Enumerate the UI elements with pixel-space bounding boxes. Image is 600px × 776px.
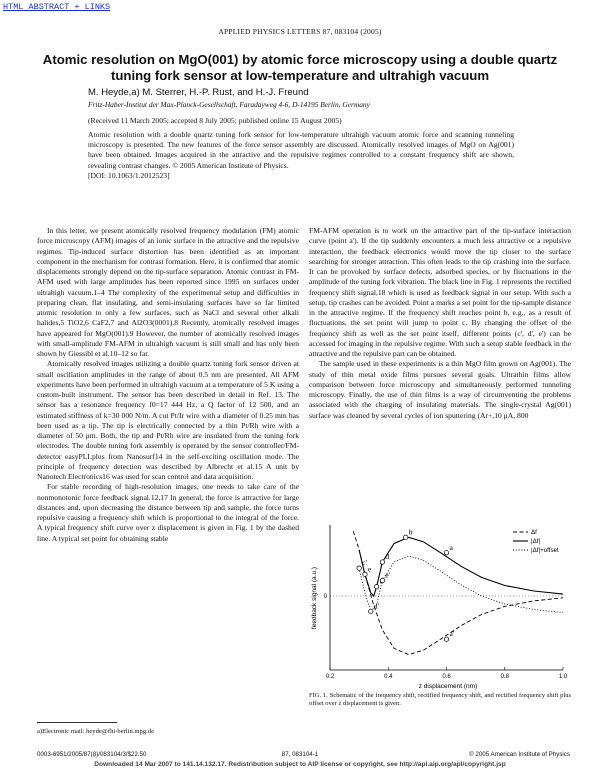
- paragraph: For stable recording of high-resolution images, one needs to take care of the nonmonotonic force feedback signal.12,17 In general, the force is attractive for large distances and, upon decreasing the distance between tip and sample, the force turns repulsive causing a frequency shift which is proportional to the integral of the force. A typical frequency shift curve over z displacement is given in Fig. 1 by the dashed line. A typical set point for obtaining stable: [37, 482, 299, 543]
- y-tick-label: 0: [323, 593, 327, 600]
- x-tick-label: 0.8: [500, 674, 509, 680]
- footnote: a)Electronic mail: heyde@fhi-berlin.mpg.de: [37, 728, 155, 735]
- x-tick-label: 0.6: [442, 674, 451, 680]
- point-label: a': [449, 629, 455, 639]
- paragraph: FM-AFM operation is to work on the attractive part of the tip-surface interaction curve (point a'). If the tip suddenly encounters a much less attractive or a repulsive interaction, the feedback electronics would move the tip closer to the surface searching for stronger attraction. This often leads to the tip crashing into the surface. It can be provoked by surface defects, adsorbed species, or by fluctuations in the amplitude of the tuning fork vibration. The black line in Fig. 1 represents the rectified frequency shift signal,18 which is used as feedback signal in our setup. With such a setup, tip crashes can be avoided. Point a marks a set point for the tip-sample distance in the attractive regime. If the frequency shift reaches point b, e.g., as a result of fluctuations, the set point will jump to point c. By changing the offset of the frequency shift as well as the set point itself, different points (c', d', e') can be accessed for imaging in the repulsive regime. With such a setup stable feedback in the attractive and the repulsive part can be obtained.: [309, 226, 571, 358]
- marked-point: [380, 578, 384, 582]
- journal-header: APPLIED PHYSICS LETTERS 87, 083104 (2005): [218, 27, 382, 36]
- abstract-text: Atomic resolution with a double quartz tuning fork sensor for low-temperature ultrahigh vacuum atomic force and scanning tunneling microscopy is presented. The new features of the force sensor assembly are discussed. Atomically resolved images of MgO on Ag(001) have been obtained. Images acquired in the attractive and the repulsive regimes controlled to a constant frequency shift are shown, revealing contrast changes. © 2005 American Institute of Physics.: [88, 130, 514, 170]
- x-axis-label: z displacement (nm): [418, 683, 478, 690]
- affiliation: Fritz-Haber-Institut der Max-Planck-Gesellschaft, Faradayweg 4-6, D-14195 Berlin, Germany: [88, 100, 370, 109]
- legend-label: Δf: [531, 529, 537, 536]
- legend-label: |Δf|: [531, 538, 541, 545]
- figure-1-plot: [308, 520, 570, 690]
- marked-point: [444, 551, 448, 555]
- marked-point: [374, 585, 378, 589]
- right-column: [309, 226, 571, 421]
- figure-caption: FIG. 1. Schematic of the frequency shift, rectified frequency shift, and rectified frequency shift plus offset over z displacement is given.: [309, 692, 571, 708]
- paragraph: The sample used in these experiments is a thin MgO film grown on Ag(001). The study of thin metal oxide films pursues several goals. Ultrathin films allow comparison between force microscopy and simultaneously performed tunneling microscopy. Finally, the use of thin films is a way of circumventing the problems associated with the charging of insulating materials. The single-crystal Ag(001) surface was cleaned by several cycles of ion sputtering (Ar+,10 μA, 800: [309, 359, 571, 420]
- received-dates: (Received 11 March 2005; accepted 8 July 2005; published online 15 August 2005): [88, 116, 342, 125]
- marked-point: [363, 572, 367, 576]
- point-label: c': [362, 558, 367, 568]
- point-label: b: [408, 527, 413, 537]
- point-label: a: [449, 542, 453, 552]
- marked-point: [444, 637, 448, 641]
- left-column: [37, 226, 299, 544]
- marked-point: [369, 609, 373, 613]
- footer-copyright: © 2005 American Institute of Physics: [469, 751, 570, 758]
- marked-point: [380, 560, 384, 564]
- paragraph: Atomically resolved images utilizing a double quartz tuning fork sensor driven at small oscillation amplitudes in the range of about 0.5 nm are presented. All AFM experiments have been performed in ultrahigh vacuum at a temperature of 5 K using a custom-built instrument. The sensor has been described in detail in Ref. 13. The sensor has a resonance frequency f0=17 444 Hz, a Q factor of 12 500, and an estimated stiffness of k=30 000 N/m. A cut Pt/Ir wire with a diameter of 0.25 mm has been used as a tip. The tip is electrically connected by a thin Pt/Rh wire with a diameter of 50 μm. Both, the tip and Pt/Rh wire are insulated from the tuning fork electrodes. The double tuning fork assembly is operated by the sensor controller/FM-detector easyPLLplus from Nanosurf14 in the self-exciting oscillation mode. The principle of frequency detection was described by Albrecht et al.15 A unit by Nanotech Electronics16 was used for scan control and data acquisition.: [37, 359, 299, 481]
- html-abstract-links[interactable]: HTML ABSTRACT + LINKS: [3, 2, 111, 12]
- marked-point: [404, 535, 408, 539]
- paper-title: Atomic resolution on MgO(001) by atomic force microscopy using a double quartz tuning fork sensor at low-temperature and ultrahigh vacuum: [42, 52, 558, 83]
- abstract: [88, 130, 514, 181]
- series-line-dotted: [359, 556, 563, 613]
- footnote-rule: [37, 722, 117, 723]
- point-label: e: [367, 564, 372, 574]
- footer-page: 87, 083104-1: [281, 751, 319, 758]
- y-axis-label: feedback signal (a.u.): [311, 566, 318, 630]
- doi: [DOI: 10.1063/1.2012523]: [88, 170, 170, 180]
- paragraph: In this letter, we present atomically resolved frequency modulation (FM) atomic force microscopy (AFM) images of an ionic surface in the attractive and the repulsive regimes. Tip-induced surface distortion has been identified as an important component in the mechanism for contrast formation. Here, it is confirmed that atomic displacements strongly depend on the tip-surface separation. Atomic contrast in FM-AFM used with large amplitudes has been reported since 1995 on surfaces under ultrahigh vacuum.1–4 The complexity of the experimental setup and difficulties in preparing clean, flat insulating, and semi-insulating surfaces have so far limited atomic resolution to only a few surfaces, such as NaCl and several other alkali halides,5 TiO2,6 CaF2,7 and Al2O3(0001).8 Recently, atomically resolved images have appeared for MgO(001).9 However, the number of atomically resolved images with small-amplitude FM-AFM in ultrahigh vacuum is still small and has only been shown by Giessibl et al.10–12 so far.: [37, 226, 299, 358]
- marked-point: [357, 566, 361, 570]
- point-label: d': [373, 601, 379, 611]
- x-tick-label: 0.4: [384, 674, 393, 680]
- point-label: e': [385, 570, 391, 580]
- legend-label: |Δf|+offset: [531, 547, 559, 554]
- point-label: d: [385, 552, 390, 562]
- x-tick-label: 1.0: [558, 674, 568, 680]
- x-tick-label: 0.2: [325, 674, 335, 680]
- download-notice: Downloaded 14 Mar 2007 to 141.14.132.17. Redistribution subject to AIP license or copyright, see http://apl.aip.org/apl/copyright.jsp: [94, 761, 506, 768]
- footer-issn: 0003-6951/2005/87(8)/083104/3/$22.50: [37, 751, 147, 758]
- authors: M. Heyde,a) M. Sterrer, H.-P. Rust, and H.-J. Freund: [88, 87, 309, 98]
